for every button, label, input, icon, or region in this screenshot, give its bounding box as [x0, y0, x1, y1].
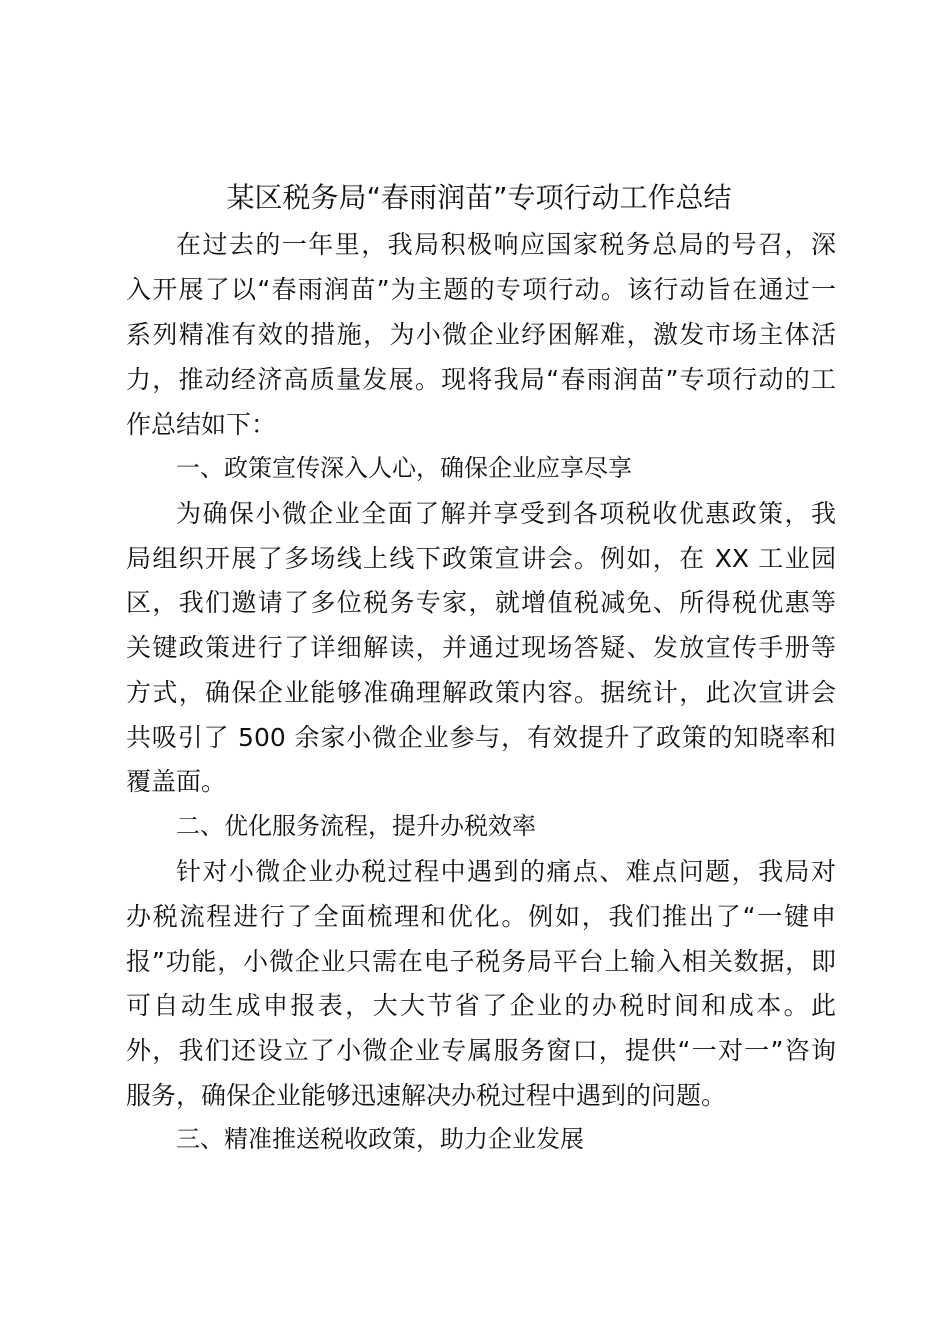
- intro-line-4: 力，推动经济高质量发展。现将我局“春雨润苗”专项行动的工: [126, 365, 836, 394]
- section-2-line-6: 服务，确保企业能够迅速解决办税过程中遇到的问题。: [126, 1081, 727, 1110]
- section-2-line-3: 报”功能，小微企业只需在电子税务局平台上输入相关数据，即: [126, 947, 836, 976]
- section-1-line-6: 共吸引了 500 余家小微企业参与，有效提升了政策的知晓率和: [126, 723, 836, 752]
- section-1-line-5: 方式，确保企业能够准确理解政策内容。据统计，此次宣讲会: [126, 678, 836, 707]
- intro-line-1: 在过去的一年里，我局积极响应国家税务总局的号召，深: [176, 230, 836, 259]
- section-1-line-7: 覆盖面。: [126, 767, 227, 796]
- intro-line-3: 系列精准有效的措施，为小微企业纾困解难，激发市场主体活: [126, 320, 836, 349]
- document-title: 某区税务局“春雨润苗”专项行动工作总结: [226, 181, 732, 214]
- section-1-line-1: 为确保小微企业全面了解并享受到各项税收优惠政策，我: [176, 499, 836, 528]
- section-2-line-5: 外，我们还设立了小微企业专属服务窗口，提供“一对一”咨询: [126, 1036, 836, 1065]
- section-2-line-1: 针对小微企业办税过程中遇到的痛点、难点问题，我局对: [176, 857, 836, 886]
- section-2-line-4: 可自动生成申报表，大大节省了企业的办税时间和成本。此: [126, 991, 836, 1020]
- section-2-line-2: 办税流程进行了全面梳理和优化。例如，我们推出了“一键申: [126, 902, 836, 931]
- section-2-heading: 二、优化服务流程，提升办税效率: [176, 812, 536, 840]
- section-1-line-2: 局组织开展了多场线上线下政策宣讲会。例如，在 XX 工业园: [126, 544, 836, 573]
- intro-line-5: 作总结如下：: [126, 410, 277, 439]
- section-1-line-3: 区，我们邀请了多位税务专家，就增值税减免、所得税优惠等: [126, 588, 836, 617]
- section-1-heading: 一、政策宣传深入人心，确保企业应享尽享: [176, 454, 632, 482]
- section-3-heading: 三、精准推送税收政策，助力企业发展: [176, 1125, 584, 1153]
- intro-line-2: 入开展了以“春雨润苗”为主题的专项行动。该行动旨在通过一: [126, 275, 836, 304]
- section-1-line-4: 关键政策进行了详细解读，并通过现场答疑、发放宣传手册等: [126, 633, 836, 662]
